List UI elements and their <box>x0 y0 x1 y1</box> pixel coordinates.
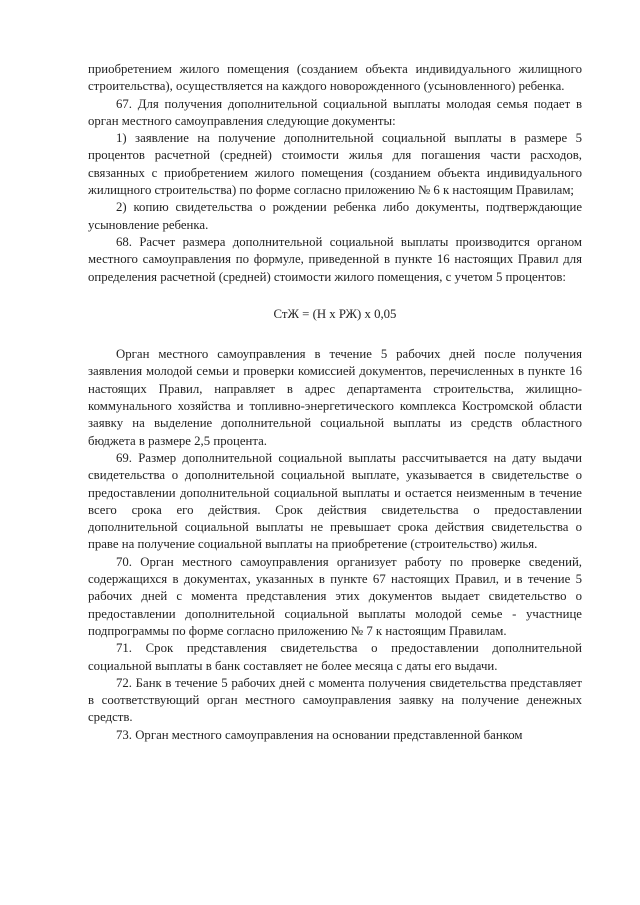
paragraph-69: 69. Размер дополнительной социальной выплаты рассчитывается на дату выдачи свидетельства о дополнительной социальной выплате, указывается в свидетельстве о предоставлении дополнительной социальной выплаты и остается неизменным в течение всего срока его действия. Срок действия свидетельства о предоставлении дополнительной социальной выплаты не превышает срока действия свидетельства о праве на получение социальной выплаты на приобретение (строительство) жилья. <box>88 450 582 552</box>
paragraph-72: 72. Банк в течение 5 рабочих дней с момента получения свидетельства представляет в соответствующий орган местного самоуправления заявку на получение денежных средств. <box>88 675 582 725</box>
paragraph-68-continued: Орган местного самоуправления в течение 5 рабочих дней после получения заявления молодой семьи и проверки комиссией документов, перечисленных в пункте 16 настоящих Правил, направляет в адрес департамента строительства, жилищно-коммунального хозяйства и топливно-энергетического комплекса Костромской области заявку на выделение дополнительной социальной выплаты из средств областного бюджета в размере 2,5 процента. <box>88 347 582 448</box>
paragraph-73: 73. Орган местного самоуправления на основании представленной банком <box>116 727 523 742</box>
paragraph-67: 67. Для получения дополнительной социальной выплаты молодая семья подает в орган местного самоуправления следующие документы: <box>88 96 582 128</box>
paragraph-67-item-1: 1) заявление на получение дополнительной социальной выплаты в размере 5 процентов расчетной (средней) стоимости жилья для погашения части расходов, связанных с приобретением жилого помещения (созданием объекта индивидуального жилищного строительства) по форме согласно приложению № 6 к настоящим Правилам; <box>88 131 582 198</box>
formula: СтЖ = (Н х РЖ) х 0,05 <box>273 306 397 321</box>
paragraph-68: 68. Расчет размера дополнительной социальной выплаты производится органом местного самоуправления по формуле, приведенной в пункте 16 настоящих Правил для определения расчетной (средней) стоимости жилого помещения, с учетом 5 процентов: <box>88 234 582 284</box>
paragraph-70: 70. Орган местного самоуправления организует работу по проверке сведений, содержащихся в документах, указанных в пункте 67 настоящих Правил, и в течение 5 рабочих дней с момента представления этих документов выдает свидетельство о предоставлении дополнительной социальной выплаты молодой семье - участнице подпрограммы по форме согласно приложению № 7 к настоящим Правилам. <box>88 554 582 638</box>
paragraph-67-item-2: 2) копию свидетельства о рождении ребенка либо документы, подтверждающие усыновление ребенка. <box>88 200 582 232</box>
paragraph-continuation: приобретением жилого помещения (созданием объекта индивидуального жилищного строительства), осуществляется на каждого новорожденного (усыновленного) ребенка. <box>88 62 582 94</box>
paragraph-71: 71. Срок представления свидетельства о предоставлении дополнительной социальной выплаты в банк составляет не более месяца с даты его выдачи. <box>88 641 582 673</box>
